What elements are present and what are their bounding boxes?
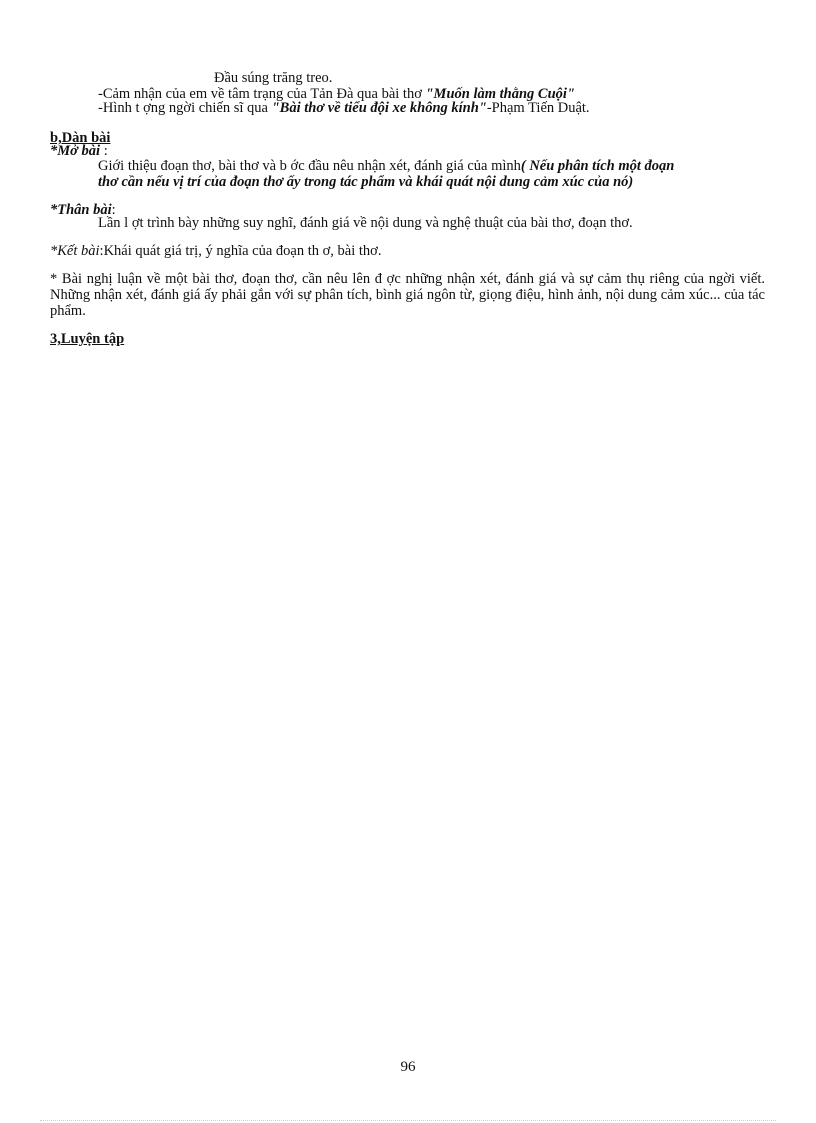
author-name: -Phạm Tiến Duật. bbox=[486, 100, 590, 116]
section-heading-luyen-tap: 3,Luyện tập bbox=[50, 331, 125, 347]
colon: : bbox=[103, 143, 108, 159]
topic-text: -Cảm nhận của em về tâm trạng của Tản Đà qua bài thơ bbox=[98, 86, 426, 102]
than-bai-text: Lần l ợt trình bày những suy nghĩ, đánh giá về nội dung và nghệ thuật của bài thơ, đoạn thơ. bbox=[98, 215, 633, 231]
verse-line: Đầu súng trăng treo. bbox=[214, 70, 333, 86]
colon: : bbox=[111, 202, 116, 218]
mo-bai-text bbox=[98, 158, 674, 174]
poem-title: "Muốn làm thằng Cuội" bbox=[425, 86, 575, 102]
topic-line-pham-tien-duat bbox=[98, 100, 590, 116]
mo-bai-body: Giới thiệu đoạn thơ, bài thơ và b ớc đầu nêu nhận xét, đánh giá của mình bbox=[98, 158, 521, 174]
page-bottom-divider bbox=[40, 1120, 776, 1121]
page-number: 96 bbox=[400, 1059, 416, 1075]
ket-bai-label: *Kết bài bbox=[50, 243, 100, 259]
mo-bai-note-continued: thơ cần nếu vị trí của đoạn thơ ấy trong tác phẩm và khái quát nội dung cảm xúc của nó) bbox=[98, 174, 634, 190]
poem-title: "Bài thơ về tiểu đội xe không kính" bbox=[271, 100, 487, 116]
mo-bai-heading bbox=[50, 143, 108, 159]
ket-bai-text: :Khái quát giá trị, ý nghĩa của đoạn th ơ, bài thơ. bbox=[99, 243, 382, 259]
summary-note-paragraph: * Bài nghị luận về một bài thơ, đoạn thơ, cần nêu lên đ ợc những nhận xét, đánh giá và sự cảm thụ riêng của ngời viết. Những nhận xét, đánh giá ấy phải gắn với sự phân tích, bình giá ngôn từ, giọng điệu, hình ảnh, nội dung cảm xúc... của tác phẩm. bbox=[50, 271, 765, 319]
mo-bai-label: *Mở bài bbox=[50, 143, 101, 159]
than-bai-label: *Thân bài bbox=[50, 202, 112, 218]
section-heading-dan-bai: b,Dàn bài bbox=[50, 130, 111, 146]
mo-bai-note: ( Nếu phân tích một đoạn bbox=[520, 158, 675, 174]
ket-bai-line bbox=[50, 243, 381, 259]
topic-text: -Hình t ợng ngời chiến sĩ qua bbox=[98, 100, 272, 116]
